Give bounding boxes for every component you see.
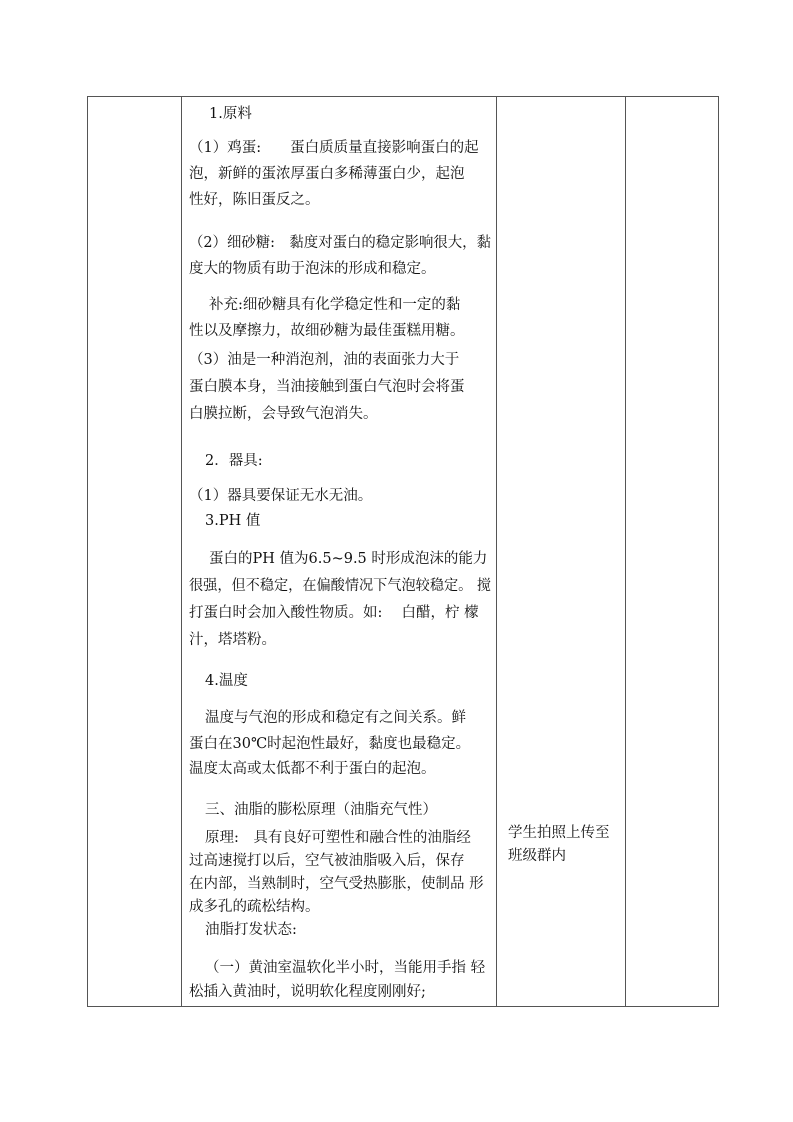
- text-line: 温度与气泡的形成和稳定有之间关系。鲜: [205, 710, 466, 726]
- section-heading-fat-leavening: 三、油脂的膨松原理（油脂充气性）: [205, 802, 437, 818]
- student-activity-line: 班级群内: [508, 848, 566, 864]
- text-line: 油脂打发状态:: [205, 922, 297, 938]
- text-line: 成多孔的疏松结构。: [189, 899, 320, 915]
- section-heading-tools: 2．器具:: [205, 453, 263, 469]
- text-line: 在内部，当熟制时，空气受热膨胀，使制品 形: [189, 876, 484, 892]
- text-line: （3）油是一种消泡剂，油的表面张力大于: [189, 352, 460, 368]
- text-line: 性好，陈旧蛋反之。: [189, 192, 320, 208]
- student-activity-cell: [497, 97, 624, 1006]
- text-line: （1）器具要保证无水无油。: [189, 488, 373, 504]
- section-heading-raw-materials: 1.原料: [209, 106, 252, 122]
- section-heading-ph: 3.PH 值: [205, 513, 261, 529]
- text-line: 温度太高或太低都不利于蛋白的起泡。: [189, 761, 436, 777]
- text-line: 过高速搅打以后，空气被油脂吸入后，保存: [189, 853, 465, 869]
- text-line: 泡，新鲜的蛋浓厚蛋白多稀薄蛋白少，起泡: [189, 166, 465, 182]
- section-heading-temperature: 4.温度: [205, 673, 248, 689]
- content-cell: [182, 97, 495, 1006]
- student-activity-line: 学生拍照上传至: [508, 825, 610, 841]
- text-line: 性以及摩擦力，故细砂糖为最佳蛋糕用糖。: [189, 323, 465, 339]
- text-line: （一）黄油室温软化半小时，当能用手指 轻: [205, 960, 486, 976]
- text-line: 很强，但不稳定，在偏酸情况下气泡较稳定。 搅: [189, 578, 491, 594]
- lesson-table: [87, 96, 719, 1007]
- text-line: 蛋白膜本身，当油接触到蛋白气泡时会将蛋: [189, 379, 465, 395]
- text-line: （1）鸡蛋: 蛋白质质量直接影响蛋白的起: [189, 140, 479, 156]
- text-line: 蛋白在30℃时起泡性最好，黏度也最稳定。: [189, 736, 471, 752]
- text-line: 蛋白的PH 值为6.5~9.5 时形成泡沫的能力: [209, 551, 488, 567]
- text-line: 白膜拉断，会导致气泡消失。: [189, 406, 378, 422]
- text-line: 汁，塔塔粉。: [189, 632, 276, 648]
- text-line: （2）细砂糖: 黏度对蛋白的稳定影响很大，黏: [189, 235, 491, 251]
- column-divider: [625, 97, 626, 1006]
- text-line: 原理: 具有良好可塑性和融合性的油脂经: [205, 830, 471, 846]
- text-line: 补充:细砂糖具有化学稳定性和一定的黏: [209, 297, 461, 313]
- text-line: 松插入黄油时，说明软化程度刚刚好;: [189, 984, 426, 1000]
- text-line: 度大的物质有助于泡沫的形成和稳定。: [189, 261, 436, 277]
- text-line: 打蛋白时会加入酸性物质。如: 白醋，柠 檬: [189, 605, 479, 621]
